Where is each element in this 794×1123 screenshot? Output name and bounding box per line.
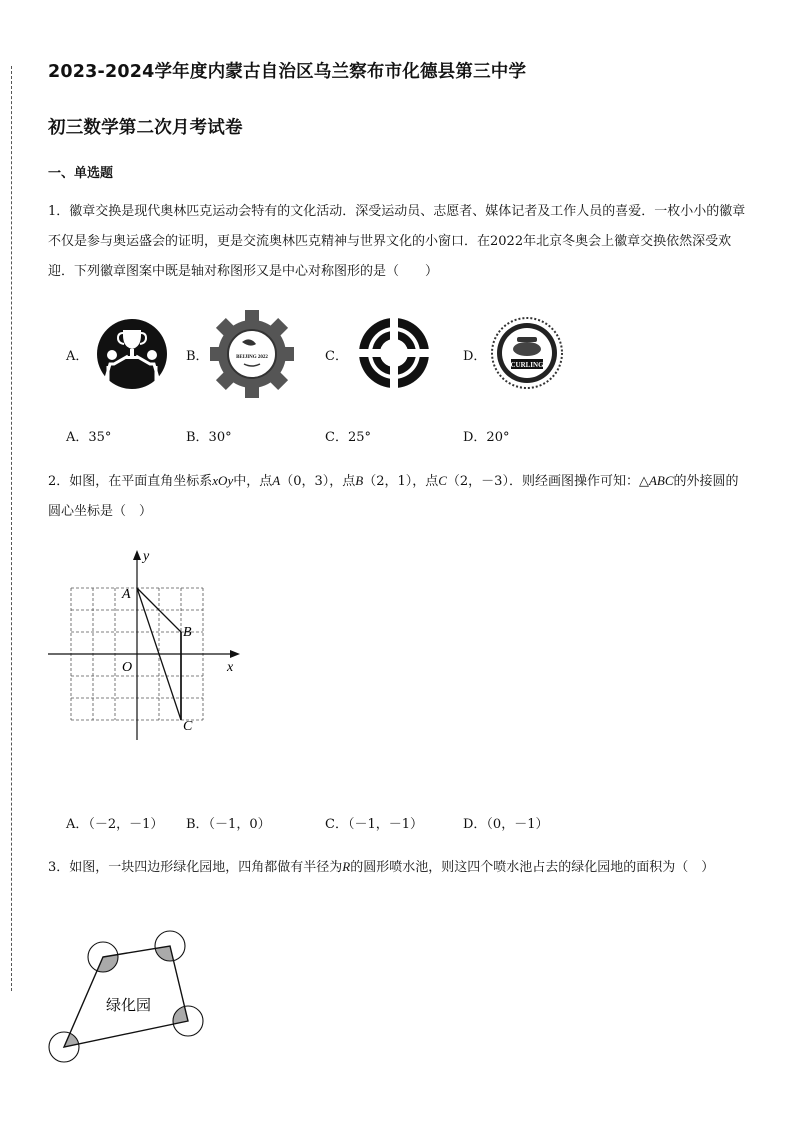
q1-option-b: B．30° (186, 430, 232, 445)
question-1-text: 1．徽章交换是现代奥林匹克运动会特有的文化活动．深受运动员、志愿者、媒体记者及工作人员的喜爱．一枚小小的徽章不仅是参与奥运盛会的证明，更是交流奥林匹克精神与世界文化的小窗口．在2022年北京冬奥会上徽章交换依然深受欢迎．下列徽章图案中既是轴对称图形又是中心对称图形的是（ ） (48, 204, 746, 279)
axis-y-label: y (143, 549, 150, 564)
q1-image-label-d: D． (463, 349, 487, 364)
exam-title-line1: 2023-2024学年度内蒙古自治区乌兰察布市化德县第三中学 (48, 62, 527, 82)
q1-option-a: A．35° (66, 430, 112, 445)
q2-option-b: B．（－1，0） (186, 817, 271, 832)
q1-image-label-c: C． (325, 349, 348, 364)
q2-option-d: D．（0，－1） (463, 817, 549, 832)
q1-image-label-b: B． (186, 349, 209, 364)
q1-image-label-a: A． (66, 349, 89, 364)
point-a-label: A (122, 587, 131, 602)
axis-x-label: x (227, 660, 234, 675)
q1-option-d: D．20° (463, 430, 510, 445)
badge-b-text: BEIJING 2022 (236, 355, 268, 360)
badge-d-curling-icon (490, 316, 564, 390)
q2-option-c: C．（－1，－1） (325, 817, 423, 832)
badge-b-snowflake-icon (210, 310, 294, 398)
coordinate-grid-figure (44, 544, 250, 744)
question-2-text: 2．如图，在平面直角坐标系xOy中，点A（0，3），点B（2，1），点C（2，－3）．则经画图操作可知：△ABC的外接圆的圆心坐标是（ ） (48, 473, 739, 519)
exam-title-line2: 初三数学第二次月考试卷 (48, 118, 243, 138)
garden-label: 绿化园 (106, 996, 152, 1014)
binding-margin-line (11, 66, 12, 991)
point-c-label: C (183, 719, 193, 734)
badge-a-trophy-icon (96, 318, 168, 390)
question-3-text: 3．如图，一块四边形绿化园地，四角都做有半径为R的圆形喷水池，则这四个喷水池占去的绿化园地的面积为（ ） (48, 859, 715, 875)
badge-c-lifebuoy-icon (356, 315, 432, 391)
point-b-label: B (183, 625, 192, 640)
section-heading: 一、单选题 (48, 166, 114, 181)
quadrilateral-garden-figure (40, 926, 230, 1076)
q2-option-a: A．（－2，－1） (66, 817, 164, 832)
q1-option-c: C．25° (325, 430, 371, 445)
badge-d-text: CURLING (510, 361, 544, 369)
origin-label: O (122, 660, 133, 675)
